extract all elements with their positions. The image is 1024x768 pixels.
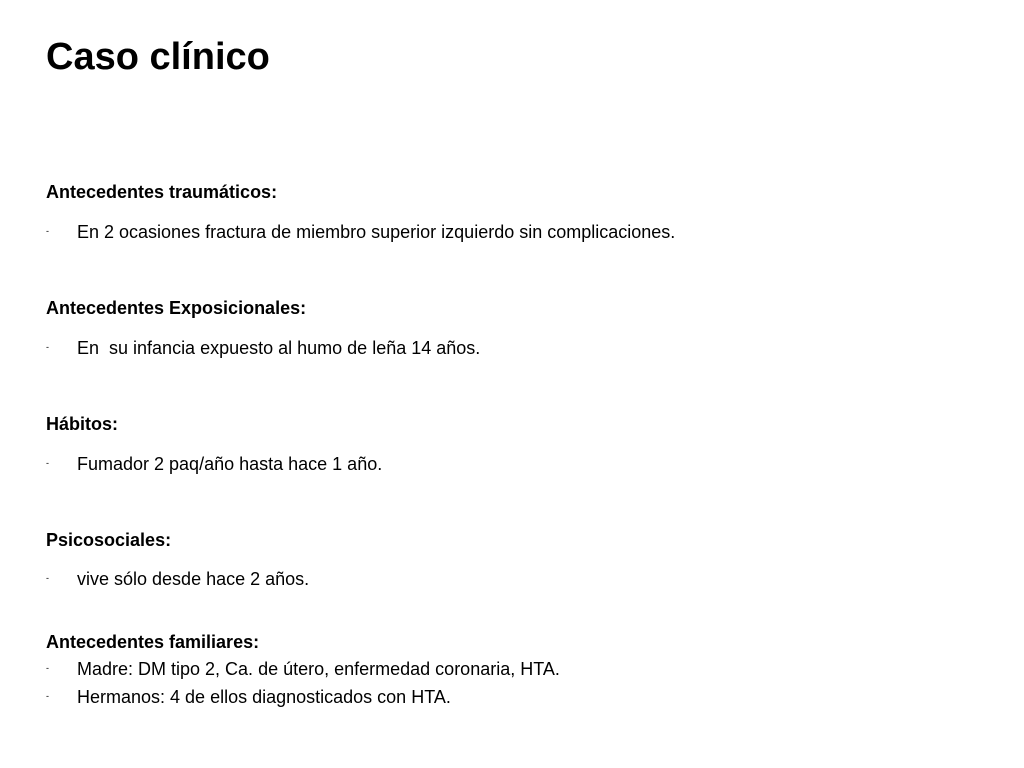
section-heading-familiares: Antecedentes familiares: [46, 632, 260, 652]
bullet: - [46, 663, 49, 673]
list-item-text: Hermanos: 4 de ellos diagnosticados con HTA. [77, 687, 451, 707]
section-heading-psicosociales: Psicosociales: [46, 530, 172, 550]
list-item [46, 658, 946, 680]
list-item [46, 568, 946, 590]
list-item [46, 337, 946, 359]
bullet: - [46, 342, 49, 352]
list-item-text: En 2 ocasiones fractura de miembro superior izquierdo sin complicaciones. [77, 222, 676, 242]
slide-title: Caso clínico [46, 36, 270, 78]
list-item-text: vive sólo desde hace 2 años. [77, 569, 310, 589]
bullet: - [46, 226, 49, 236]
list-item-text: Fumador 2 paq/año hasta hace 1 año. [77, 454, 383, 474]
list-item [46, 686, 946, 708]
section-heading-habitos: Hábitos: [46, 414, 118, 434]
list-item-text: En su infancia expuesto al humo de leña 14 años. [77, 338, 481, 358]
list-item-text: Madre: DM tipo 2, Ca. de útero, enfermedad coronaria, HTA. [77, 659, 560, 679]
bullet: - [46, 573, 49, 583]
list-item [46, 221, 946, 243]
bullet: - [46, 458, 49, 468]
section-heading-exposicionales: Antecedentes Exposicionales: [46, 298, 307, 318]
list-item [46, 453, 946, 475]
bullet: - [46, 691, 49, 701]
section-heading-traumaticos: Antecedentes traumáticos: [46, 182, 278, 202]
